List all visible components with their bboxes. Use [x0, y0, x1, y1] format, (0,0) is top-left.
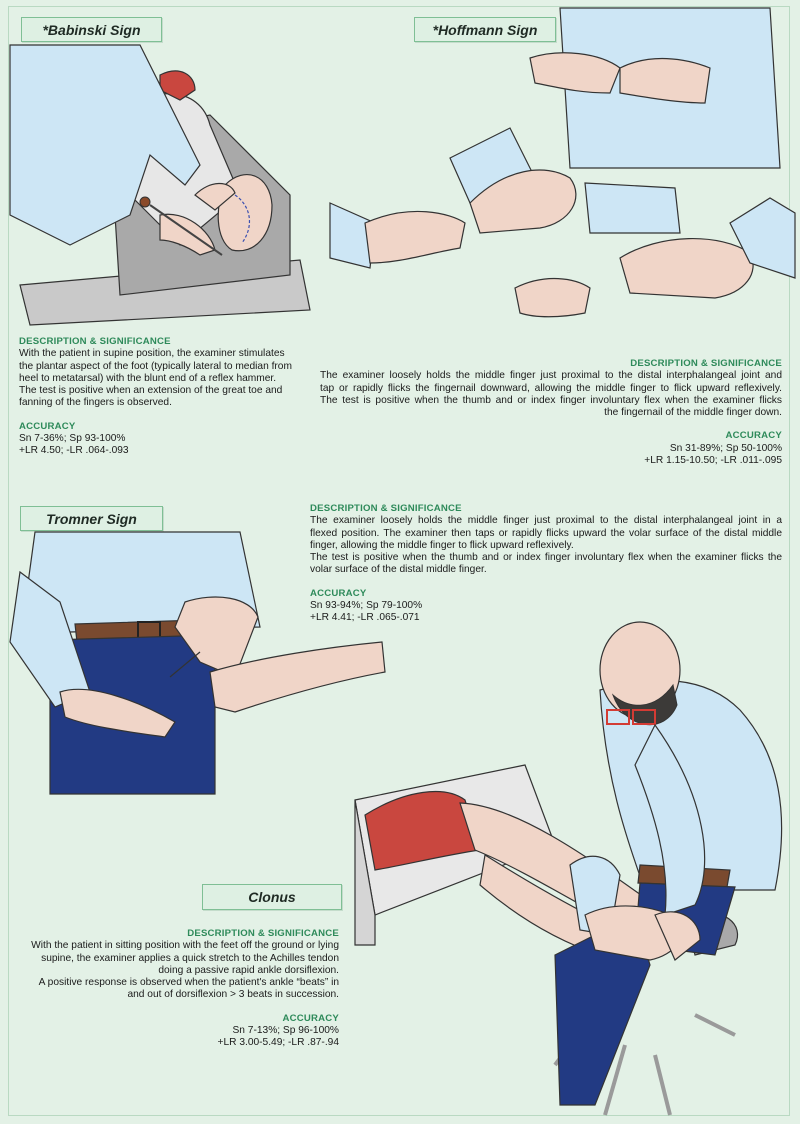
hoffmann-acc-line: Sn 31-89%; Sp 50-100% — [669, 442, 782, 454]
babinski-desc-heading: DESCRIPTION & SIGNIFICANCE — [19, 336, 171, 347]
tromner-desc-line: The test is positive when the thumb and or index finger involuntary flex when the examiner flicks the — [310, 552, 782, 564]
clonus-desc-heading: DESCRIPTION & SIGNIFICANCE — [187, 928, 339, 939]
clonus-desc-line: With the patient in sitting position with the feet off the ground or lying — [31, 940, 339, 952]
tromner-desc-line: flexed position. The examiner then taps or rapidly flicks upward the volar surface of the distal middle — [310, 527, 782, 539]
clonus-illustration — [355, 615, 790, 1115]
tromner-title: Tromner Sign — [20, 506, 163, 531]
babinski-acc-heading: ACCURACY — [19, 420, 76, 432]
babinski-acc-line: +LR 4.50; -LR .064-.093 — [19, 445, 129, 457]
tromner-text — [310, 503, 782, 625]
babinski-text — [19, 336, 314, 458]
hoffmann-title: *Hoffmann Sign — [414, 17, 556, 42]
hoffmann-illustration — [330, 8, 795, 348]
hoffmann-desc-line: The test is positive when the thumb and or index finger involuntary flex when the examiner flicks — [320, 394, 782, 406]
tromner-desc-heading: DESCRIPTION & SIGNIFICANCE — [310, 503, 462, 514]
babinski-title: *Babinski Sign — [21, 17, 162, 42]
tromner-desc-line: volar surface of the distal middle finger. — [310, 564, 487, 576]
hoffmann-desc-heading: DESCRIPTION & SIGNIFICANCE — [630, 358, 782, 369]
tromner-acc-line: +LR 4.41; -LR .065-.071 — [310, 612, 420, 624]
babinski-illustration — [10, 45, 310, 325]
tromner-desc-line: The examiner loosely holds the middle finger just proximal to the distal interphalangeal joint in a — [310, 515, 782, 527]
clonus-text — [18, 928, 339, 1050]
babinski-desc-line: the plantar aspect of the foot (typically lateral to median from — [19, 360, 292, 372]
hoffmann-desc-line: tap or rapidly flicks the fingernail downward, allowing the middle finger to flick upward reflexively. — [320, 382, 782, 394]
hoffmann-acc-heading: ACCURACY — [725, 430, 782, 442]
hoffmann-desc-line: the fingernail of the middle finger down. — [604, 407, 782, 419]
clonus-desc-line: A positive response is observed when the patient's ankle “beats” in — [38, 977, 339, 989]
babinski-desc-line: fanning of the fingers is observed. — [19, 397, 172, 409]
tromner-acc-line: Sn 93-94%; Sp 79-100% — [310, 600, 423, 612]
hoffmann-desc-line: The examiner loosely holds the middle finger just proximal to the distal interphalangeal joint and — [320, 370, 782, 382]
clonus-title: Clonus — [202, 884, 342, 910]
babinski-desc-line: With the patient in supine position, the examiner stimulates — [19, 348, 285, 360]
clonus-acc-heading: ACCURACY — [282, 1012, 339, 1024]
babinski-desc-line: heel to metatarsal) with the blunt end of a reflex hammer. — [19, 372, 277, 384]
clonus-desc-line: doing a passive rapid ankle dorsiflexion. — [158, 964, 339, 976]
babinski-acc-line: Sn 7-36%; Sp 93-100% — [19, 433, 126, 445]
tromner-desc-line: finger, allowing the middle finger to flick upward reflexively. — [310, 539, 574, 551]
clonus-acc-line: +LR 3.00-5.49; -LR .87-.94 — [217, 1037, 339, 1049]
babinski-desc-line: The test is positive when an extension of the great toe and — [19, 385, 283, 397]
hoffmann-acc-line: +LR 1.15-10.50; -LR .011-.095 — [644, 455, 782, 467]
hoffmann-text — [320, 358, 782, 467]
clonus-desc-line: and out of dorsiflexion > 3 beats in succession. — [127, 989, 339, 1001]
clonus-desc-line: supine, the examiner applies a quick stretch to the Achilles tendon — [41, 952, 339, 964]
clonus-acc-line: Sn 7-13%; Sp 96-100% — [232, 1025, 339, 1037]
tromner-acc-heading: ACCURACY — [310, 587, 367, 599]
